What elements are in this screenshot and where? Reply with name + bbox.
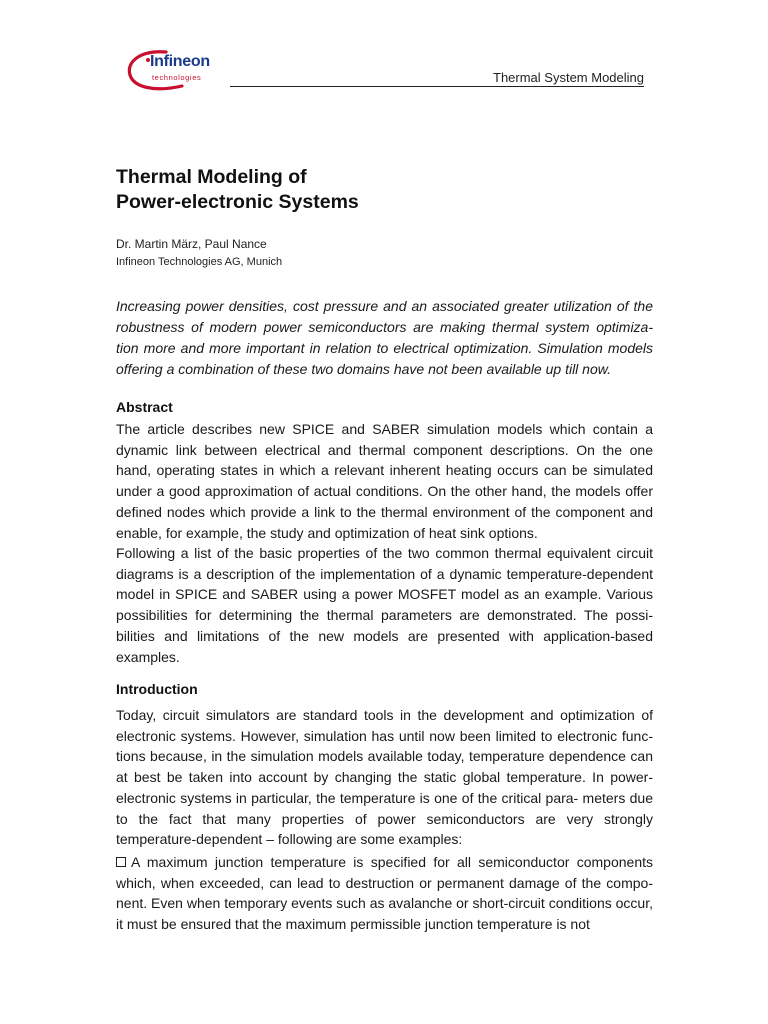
abstract-paragraph-2: Following a list of the basic properties of the two common thermal equivalent circuit diagrams is a description of the implementation of a dynamic temperature-dependent model in SPICE and SABER using a power MOSFET model as an example. Various possibilities for determining the thermal parameters are demonstrated. The possi- bilities and limitations of the new models are presented with application-based examples. [116, 545, 653, 665]
header-divider [230, 86, 644, 87]
title-line-2: Power-electronic Systems [116, 191, 359, 213]
infineon-logo [126, 48, 218, 98]
bullet-text: A maximum junction temperature is specified for all semiconductor components which, when exceeded, can lead to destruction or permanent damage of the compo- nent. Even when temporary events such as avalanche or short-circuit conditions occur, it must be ensured that the maximum permissible junction temperature is not [116, 854, 653, 933]
abstract-paragraph-1: The article describes new SPICE and SABER simulation models which contain a dynamic link between electrical and thermal component descriptions. On the one hand, operating states in which a relevant inherent heating occurs can be simulated under a good approximation of actual conditions. On the other hand, the models offer defined nodes which provide a link to the thermal environment of the component and enable, for example, the study and optimization of heat sink options. [116, 421, 653, 541]
introduction-bullet-1 [116, 852, 653, 935]
running-header-title: Thermal System Modeling [493, 70, 644, 85]
logo-wordmark: Infineon [150, 53, 210, 70]
abstract-heading: Abstract [116, 399, 173, 415]
authors: Dr. Martin März, Paul Nance [116, 237, 267, 251]
article-title [116, 165, 359, 215]
checkbox-bullet-icon [116, 857, 126, 867]
introduction-paragraph-1: Today, circuit simulators are standard tools in the development and optimization of electronic systems. However, simulation has until now been limited to electronic func- tions because, in the simulation models available today, temperature dependence can at best be taken into account by changing the static global temperature. In power-electronic systems in particular, the temperature is one of the critical para- meters due to the fact that many properties of power semiconductors are very strongly temperature-dependent – following are some examples: [116, 707, 653, 848]
affiliation: Infineon Technologies AG, Munich [116, 256, 283, 268]
logo-tagline: technologies [152, 73, 202, 82]
introduction-heading: Introduction [116, 681, 198, 697]
title-line-1: Thermal Modeling of [116, 166, 307, 188]
lead-paragraph: Increasing power densities, cost pressure and an associated greater utilization of the robustness of modern power semiconductors are making thermal system optimiza- tion more and more important in relation to electrical optimization. Simulation models offering a combination of these two domains have not been available up till now. [116, 298, 653, 377]
